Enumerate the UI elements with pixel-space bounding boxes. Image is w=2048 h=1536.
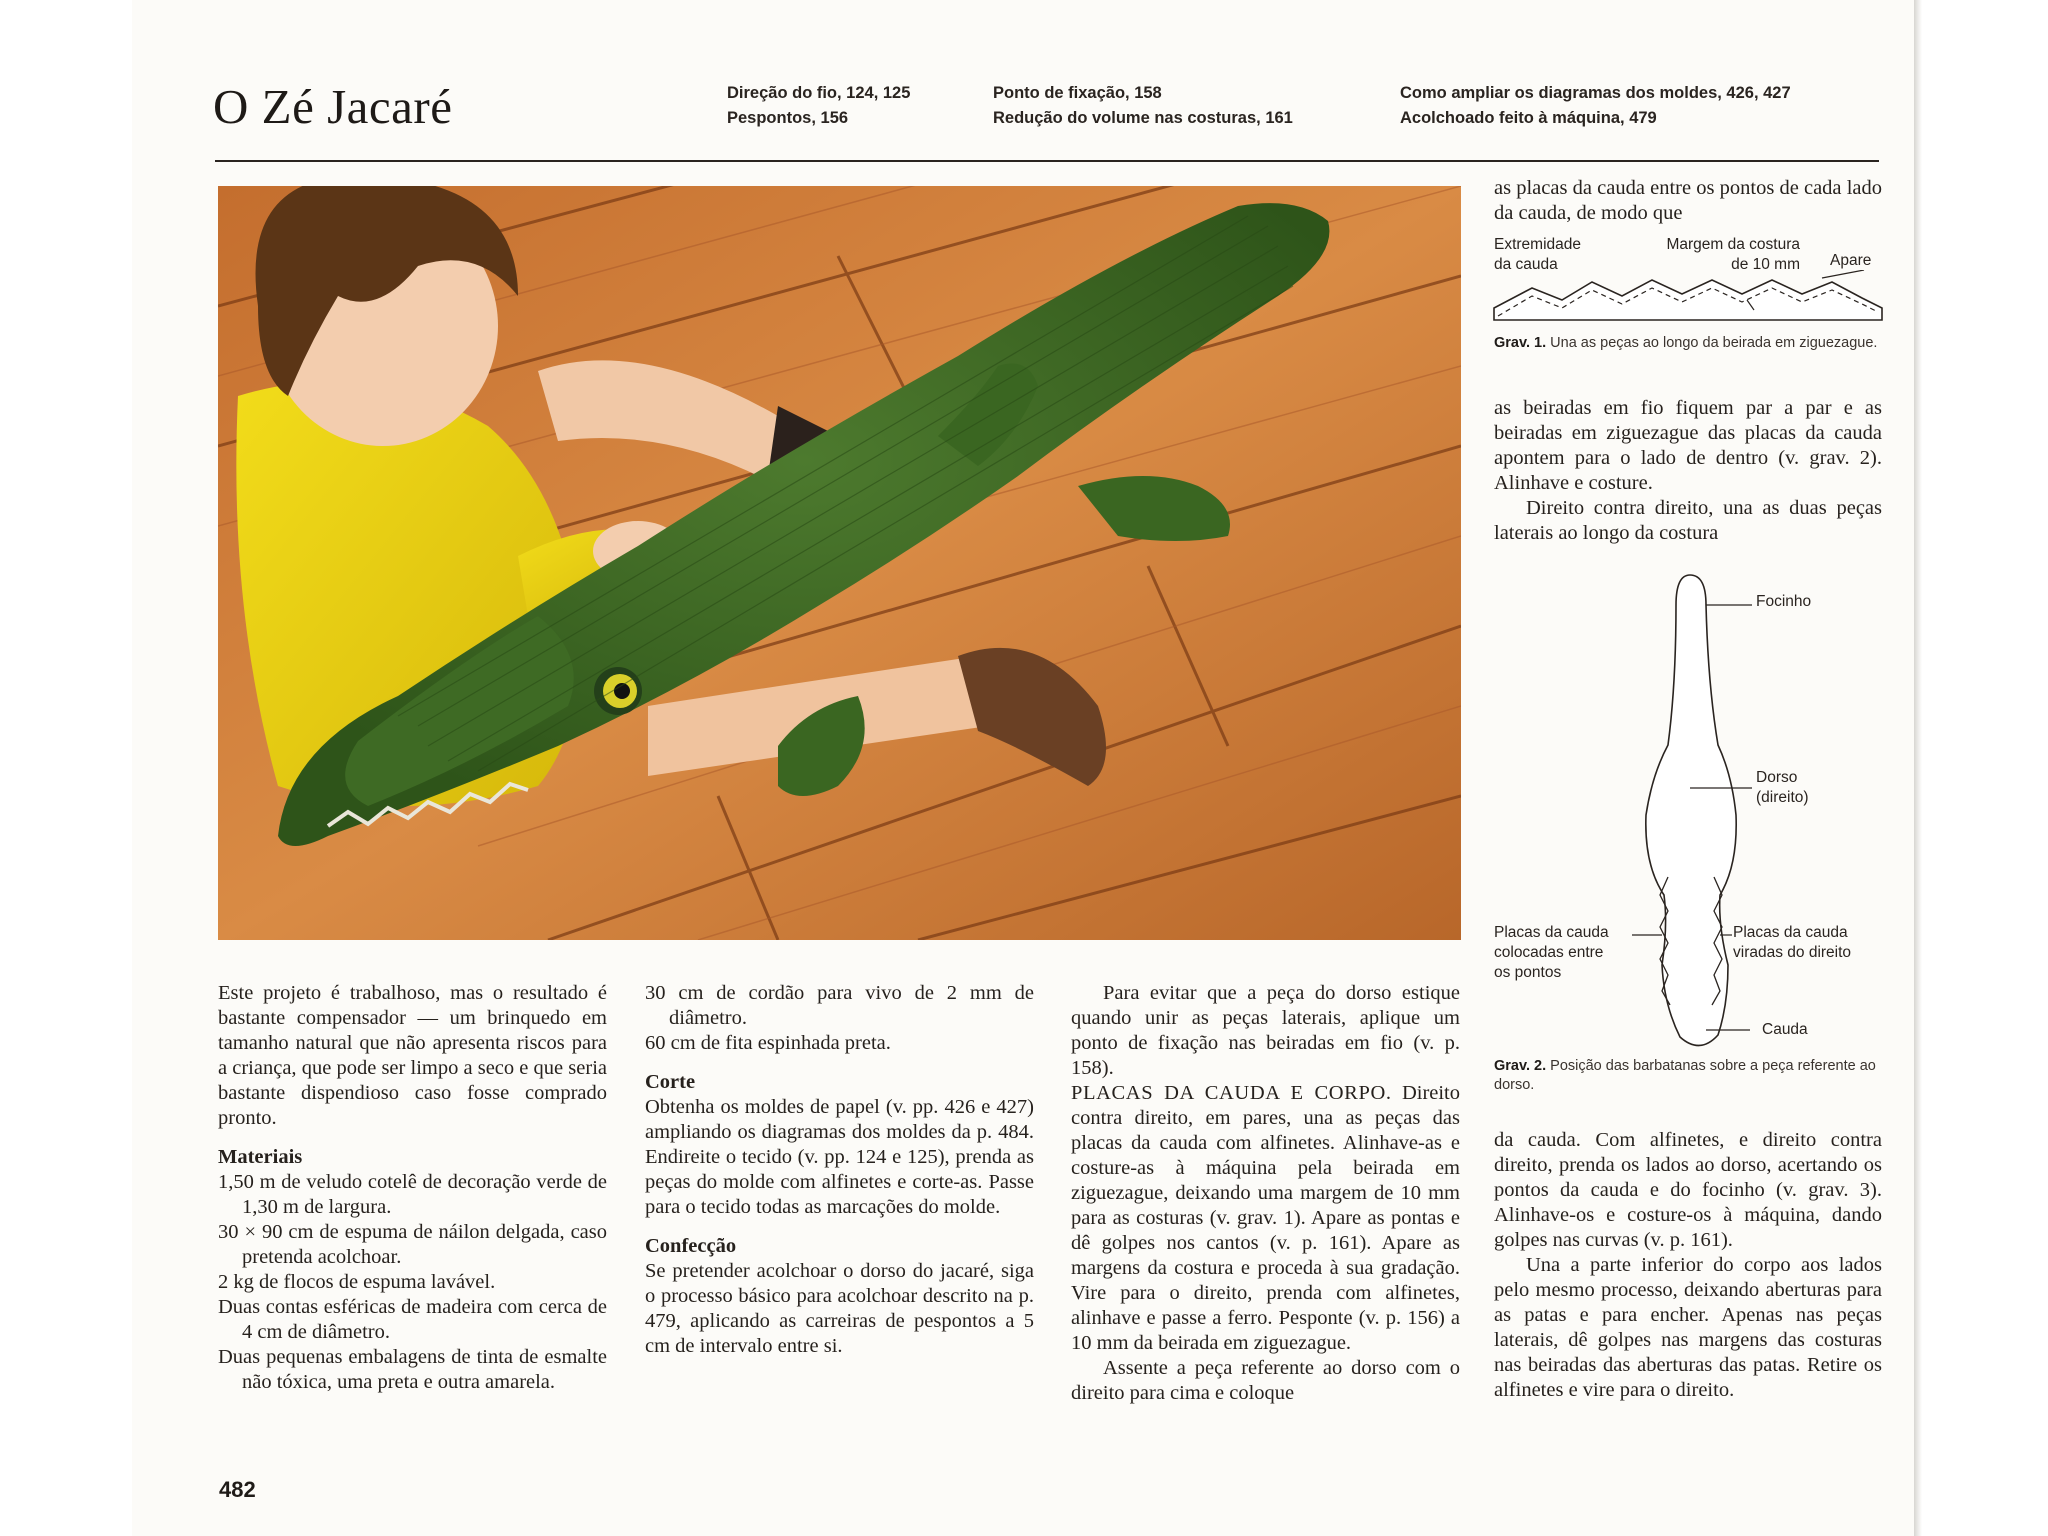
paragraph: Assente a peça referente ao dorso com o direito para cima e coloque — [1071, 1357, 1460, 1404]
fig1-label-tail-end: Extremidade da cauda — [1494, 236, 1582, 273]
cross-reference-group-3 — [1400, 81, 1791, 131]
text-column-4-bottom — [1494, 1128, 1882, 1403]
cross-reference: Pespontos, 156 — [727, 109, 849, 127]
photo-child-with-crocodile-toy — [218, 186, 1461, 940]
figure-2-caption: Grav. 2. Posição das barbatanas sobre a peça referente ao dorso. — [1494, 1058, 1876, 1093]
cross-reference-group-2 — [993, 81, 1293, 131]
materials-item: 60 cm de fita espinhada preta. — [645, 1032, 891, 1054]
fig2-label-plates-left: Placas da cauda colocadas entre os pontos — [1494, 924, 1609, 981]
fig1-label-seam: Margem da costura de 10 mm — [1666, 236, 1800, 273]
header-rule — [215, 160, 1879, 162]
paragraph: Direito contra direito, una as duas peças laterais ao longo da costura — [1494, 497, 1882, 544]
paragraph: Para evitar que a peça do dorso estique quando unir as peças laterais, aplique um ponto de fixação nas beiradas em fio (v. p. 158). — [1071, 982, 1460, 1079]
cross-reference: Como ampliar os diagramas dos moldes, 426, 427 — [1400, 84, 1791, 102]
paragraph: as placas da cauda entre os pontos de cada lado da cauda, de modo que — [1494, 177, 1882, 224]
materials-item: 30 cm de cordão para vivo de 2 mm de diâmetro. — [645, 982, 1034, 1029]
materials-item: 2 kg de flocos de espuma lavável. — [218, 1271, 496, 1293]
figure-1-caption: Grav. 1. Una as peças ao longo da beirada em ziguezague. — [1494, 335, 1878, 351]
fig2-label-plates-right: Placas da cauda viradas do direito — [1733, 924, 1852, 961]
page-edge — [1914, 0, 1922, 1536]
paragraph: as beiradas em fio fiquem par a par e as beiradas em ziguezague das placas da cauda apontem para o lado de dentro (v. grav. 2). Alinhave e costure. — [1494, 397, 1882, 494]
cross-reference: Acolchoado feito à máquina, 479 — [1400, 109, 1657, 127]
figure-1-zigzag-diagram — [1492, 270, 1884, 326]
materials-item: Duas contas esféricas de madeira com cerca de 4 cm de diâmetro. — [218, 1296, 607, 1343]
cut-heading: Corte — [645, 1071, 696, 1093]
text-column-3 — [1071, 981, 1460, 1406]
make-heading: Confecção — [645, 1235, 737, 1257]
fig2-label-snout: Focinho — [1756, 593, 1812, 610]
cross-reference: Redução do volume nas costuras, 161 — [993, 109, 1293, 127]
cross-reference-group-1 — [727, 81, 910, 131]
paragraph: da cauda. Com alfinetes, e direito contra direito, prenda os lados ao dorso, acertando os pontos da cauda e do focinho (v. grav. 3). Alinhave-os e costure-os à máquina, dando golpes nas curvas (v. p. 161). — [1494, 1129, 1882, 1251]
cut-paragraph: Obtenha os moldes de papel (v. pp. 426 e 427) ampliando os diagramas dos moldes da p. 484. Endireite o tecido (v. pp. 124 e 125), prenda as peças do molde com alfinetes e corte-as. Passe para o tecido todas as marcações do molde. — [645, 1096, 1034, 1218]
text-column-2 — [645, 981, 1034, 1359]
page-title: O Zé Jacaré — [213, 79, 453, 134]
cross-reference: Ponto de fixação, 158 — [993, 84, 1162, 102]
paragraph: Una a parte inferior do corpo aos lados pelo mesmo processo, deixando aberturas para as patas e para encher. Apenas nas peças laterais, dê golpes nas margens das costuras nas beiradas das aberturas das patas. Retire os alfinetes e vire para o direito. — [1494, 1254, 1882, 1401]
text-column-4-top — [1494, 176, 1882, 226]
fig2-label-back: Dorso (direito) — [1756, 769, 1809, 806]
paragraph: Direito contra direito, em pares, una as peças das placas da cauda com alfinetes. Alinhave-as e costure-as à máquina pela beirada em ziguezague, deixando uma margem de 10 mm para as costuras (v. grav. 1). Apare as pontas e dê golpes nos cantos (v. p. 161). Apare as margens da costura e proceda à sua gradação. Vire para o direito, prenda com alfinetes, alinhave e passe a ferro. Pesponte (v. p. 156) a 10 mm da beirada em ziguezague. — [1071, 1082, 1461, 1354]
intro-paragraph: Este projeto é trabalhoso, mas o resultado é bastante compensador — um brinquedo em tamanho natural que não apresenta riscos para a criança, que pode ser limpo a seco e que seria bastante dispendioso caso fosse comprado pronto. — [218, 982, 607, 1129]
fig1-label-trim: Apare — [1830, 252, 1872, 269]
section-run-in-heading: PLACAS DA CAUDA E CORPO. — [1071, 1082, 1392, 1104]
text-column-4-middle — [1494, 396, 1882, 546]
materials-heading: Materiais — [218, 1146, 303, 1168]
cross-reference: Direção do fio, 124, 125 — [727, 84, 911, 102]
text-column-1 — [218, 981, 607, 1395]
make-paragraph: Se pretender acolchoar o dorso do jacaré, siga o processo básico para acolchoar descrito na p. 479, aplicando as carreiras de pespontos a 5 cm de intervalo entre si. — [645, 1260, 1034, 1357]
materials-item: 1,50 m de veludo cotelê de decoração verde de 1,30 m de largura. — [218, 1171, 607, 1218]
materials-item: 30 × 90 cm de espuma de náilon delgada, caso pretenda acolchoar. — [218, 1221, 607, 1268]
page-number: 482 — [219, 1477, 256, 1502]
materials-item: Duas pequenas embalagens de tinta de esmalte não tóxica, uma preta e outra amarela. — [218, 1346, 607, 1393]
fig2-label-tail: Cauda — [1762, 1021, 1808, 1038]
